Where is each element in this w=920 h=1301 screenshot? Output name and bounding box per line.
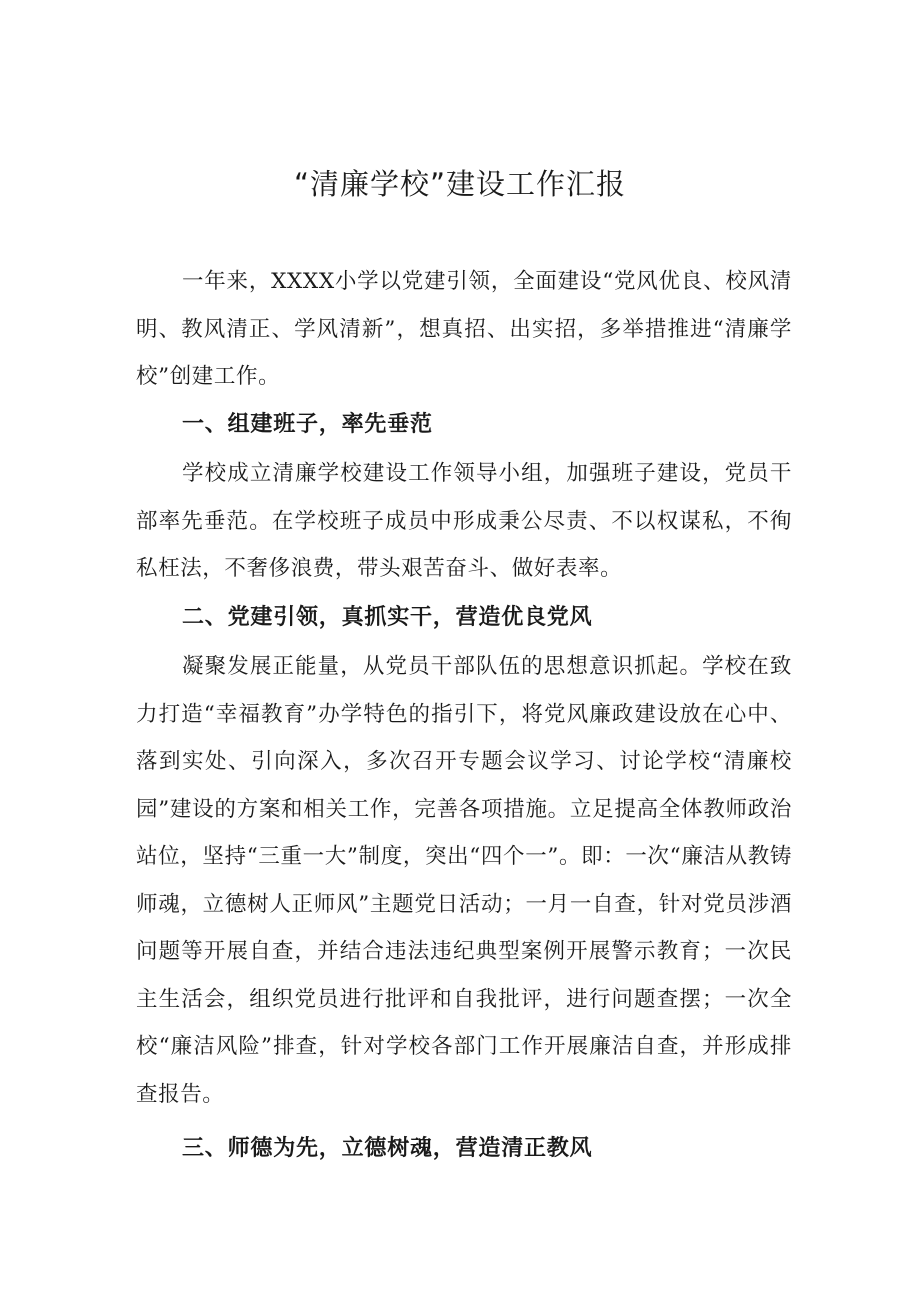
- section-1-heading: 一、组建班子，率先垂范: [182, 412, 433, 437]
- document-title: “清廉学校”建设工作汇报: [293, 167, 627, 201]
- section-1-paragraph: 学校成立清廉学校建设工作领导小组，加强班子建设，党员干部率先垂范。在学校班子成员中形成秉公尽责、不以权谋私，不徇私枉法，不奢侈浪费，带头艰苦奋斗、做好表率。: [136, 461, 792, 581]
- section-2-heading: 二、党建引领，真抓实干，营造优良党风: [182, 605, 593, 630]
- section-2-paragraph: 凝聚发展正能量，从党员干部队伍的思想意识抓起。学校在致力打造“幸福教育”办学特色的指引下，将党风廉政建设放在心中、落到实处、引向深入，多次召开专题会议学习、讨论学校“清廉校园”建设的方案和相关工作，完善各项措施。立足提高全体教师政治站位，坚持“三重一大”制度，突出“四个一”。即：一次“廉洁从教铸师魂，立德树人正师风”主题党日活动；一月一自查，针对党员涉酒问题等开展自查，并结合违法违纪典型案例开展警示教育；一次民主生活会，组织党员进行批评和自我批评，进行问题查摆；一次全校“廉洁风险”排查，针对学校各部门工作开展廉洁自查，并形成排查报告。: [136, 654, 792, 1107]
- section-3-heading: 三、师德为先，立德树魂，营造清正教风: [182, 1136, 593, 1161]
- intro-paragraph: 一年来，XXXX小学以党建引领，全面建设“党风优良、校风清明、教风清正、学风清新”，想真招、出实招，多举措推进“清廉学校”创建工作。: [136, 269, 792, 389]
